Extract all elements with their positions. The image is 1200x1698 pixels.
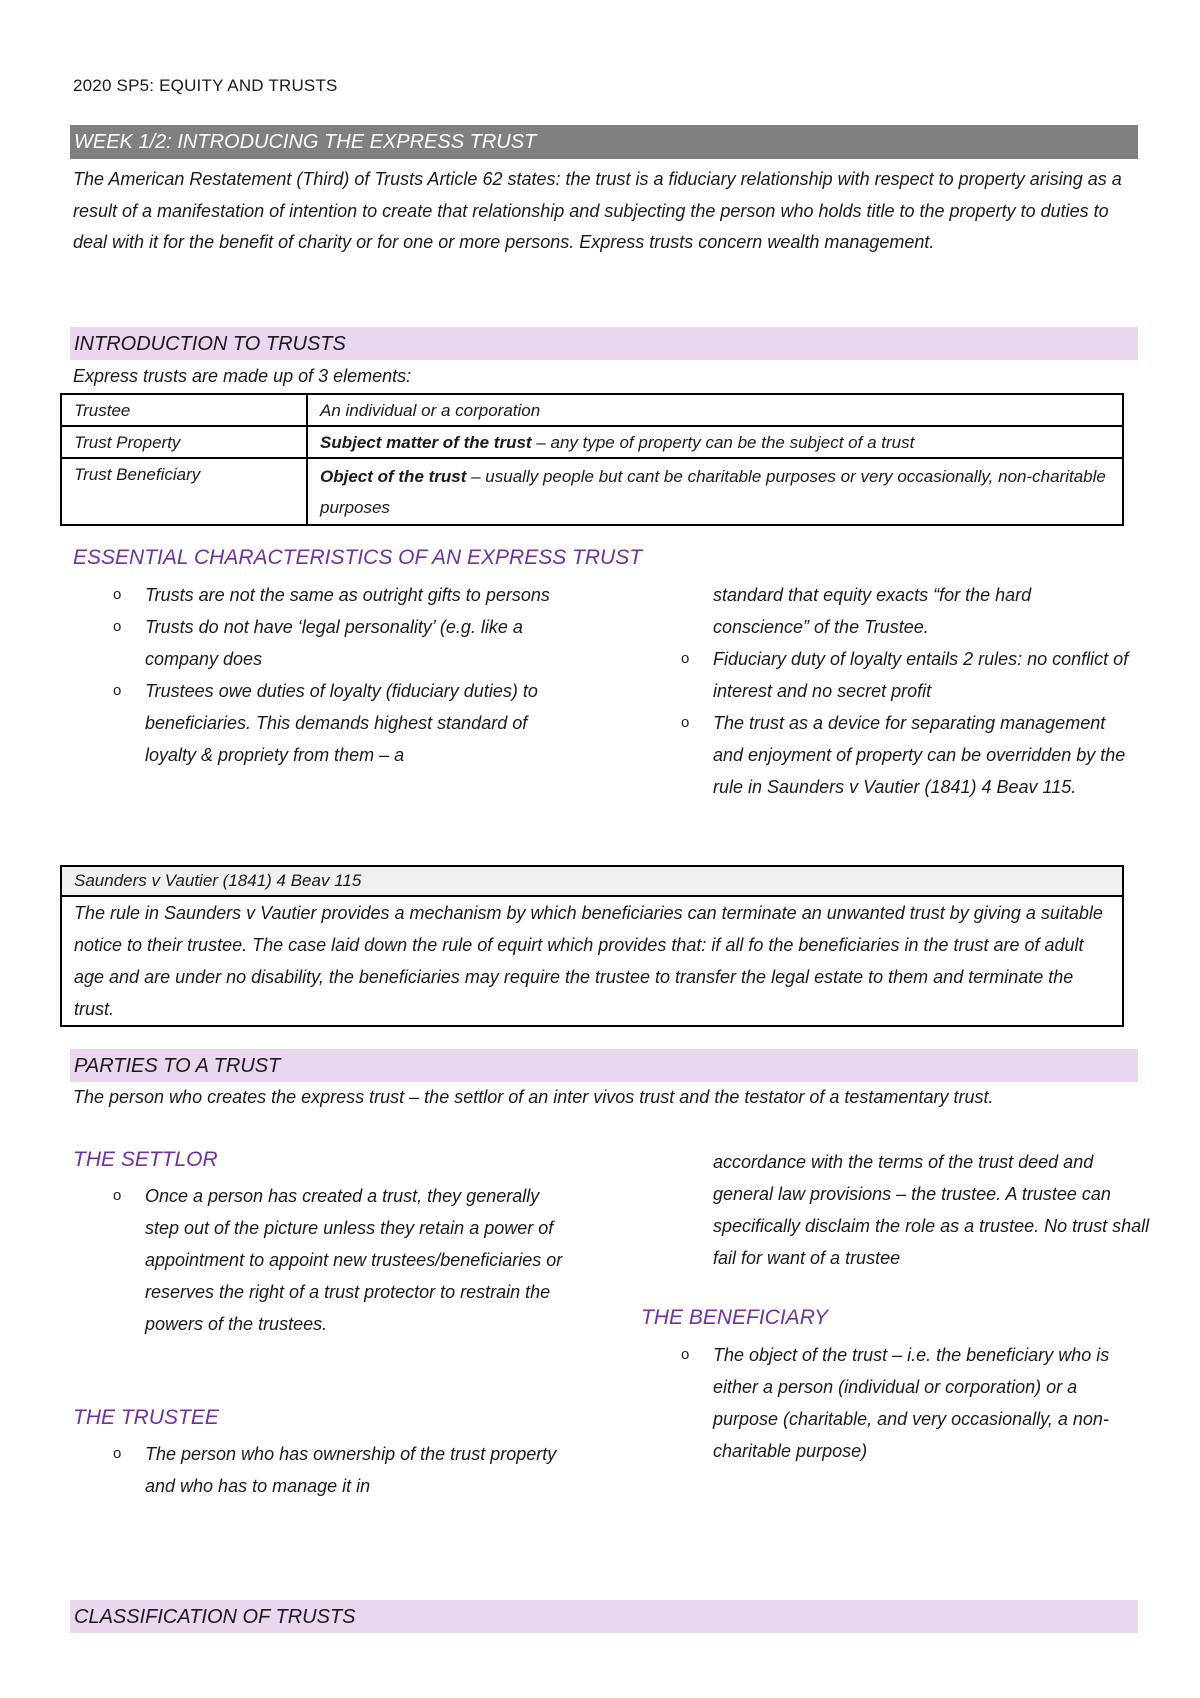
heading-settlor: THE SETTLOR: [73, 1148, 218, 1171]
essential-continuation: standard that equity exacts “for the hard conscience” of the Trustee.: [713, 585, 1032, 637]
document-header: 2020 SP5: EQUITY AND TRUSTS: [73, 76, 338, 95]
list-item-text: Trusts are not the same as outright gifts to persons: [145, 585, 550, 605]
heading-trustee: THE TRUSTEE: [73, 1406, 219, 1429]
essential-list-left: [73, 579, 578, 771]
table-row: [61, 458, 1123, 525]
list-item: [73, 611, 578, 675]
intro-paragraph: The American Restatement (Third) of Trusts Article 62 states: the trust is a fiduciary relationship with respect to property arising as a result of a manifestation of intention to create that relationship and subjecting the person who holds title to the property to duties to deal with it for the benefit of charity or for one or more persons. Express trusts concern wealth management.: [73, 169, 1122, 252]
case-title: Saunders v Vautier (1841) 4 Beav 115: [62, 867, 1122, 897]
table-cell-description: [307, 394, 1123, 426]
section-heading-introduction: INTRODUCTION TO TRUSTS: [70, 327, 1138, 360]
list-item-text: Fiduciary duty of loyalty entails 2 rules: no conflict of interest and no secret profit: [713, 649, 1129, 701]
table-cell-description: [307, 458, 1123, 525]
list-item: [641, 1339, 1131, 1467]
table-row: [61, 394, 1123, 426]
trustee-continuation: accordance with the terms of the trust deed and general law provisions – the trustee. A trustee can specifically disclaim the role as a trustee. No trust shall fail for want of a trustee: [713, 1152, 1150, 1268]
cell-bold-term: Object of the trust: [320, 467, 467, 486]
list-item-text: The object of the trust – i.e. the beneficiary who is either a person (individual or corporation) or a purpose (charitable, and very occasionally, a non-charitable purpose): [713, 1345, 1110, 1461]
elements-lead: Express trusts are made up of 3 elements:: [73, 366, 412, 386]
bullet-circle-icon: o: [681, 714, 690, 731]
list-item-text: The trust as a device for separating management and enjoyment of property can be overridden by the rule in Saunders v Vautier (1841) 4 Beav 115.: [713, 713, 1126, 797]
bullet-circle-icon: o: [113, 1187, 122, 1204]
table-cell-label: Trustee: [61, 394, 307, 426]
trustee-list: [73, 1438, 578, 1502]
section-heading-classification: CLASSIFICATION OF TRUSTS: [70, 1600, 1138, 1633]
table-row: [61, 426, 1123, 458]
parties-lead: The person who creates the express trust – the settlor of an inter vivos trust and the testator of a testamentary trust.: [73, 1087, 994, 1107]
elements-table: [60, 393, 1124, 526]
list-item: [73, 579, 578, 611]
list-item-text: Once a person has created a trust, they generally step out of the picture unless they retain a power of appointment to appoint new trustees/beneficiaries or reserves the right of a trust protector to restrain the powers of the trustees.: [145, 1186, 563, 1334]
list-item: [73, 1180, 578, 1340]
bullet-circle-icon: o: [113, 1445, 122, 1462]
list-item: [73, 1438, 578, 1502]
settlor-list: [73, 1180, 578, 1340]
cell-text: – any type of property can be the subject of a trust: [531, 433, 915, 452]
list-item-text: Trustees owe duties of loyalty (fiduciary duties) to beneficiaries. This demands highest standard of loyalty & propriety from them – a: [145, 681, 538, 765]
case-body: The rule in Saunders v Vautier provides a mechanism by which beneficiaries can terminate an unwanted trust by giving a suitable notice to their trustee. The case laid down the rule of equirt which provides that: if all fo the beneficiaries in the trust are of adult age and are under no disability, the beneficiaries may require the trustee to transfer the legal estate to them and terminate the trust.: [74, 903, 1103, 1019]
list-item-text: Trusts do not have ‘legal personality’ (e.g. like a company does: [145, 617, 523, 669]
bullet-circle-icon: o: [113, 618, 122, 635]
bullet-circle-icon: o: [681, 1346, 690, 1363]
table-cell-label: Trust Property: [61, 426, 307, 458]
list-item-text: The person who has ownership of the trust property and who has to manage it in: [145, 1444, 557, 1496]
heading-essential-characteristics: ESSENTIAL CHARACTERISTICS OF AN EXPRESS TRUST: [73, 546, 643, 569]
week-title-bar: WEEK 1/2: INTRODUCING THE EXPRESS TRUST: [70, 125, 1138, 159]
cell-text: An individual or a corporation: [320, 401, 541, 420]
bullet-circle-icon: o: [113, 682, 122, 699]
heading-beneficiary: THE BENEFICIARY: [641, 1306, 829, 1329]
table-cell-description: [307, 426, 1123, 458]
case-box: [60, 865, 1124, 1027]
list-item: [641, 707, 1131, 803]
list-item: [641, 643, 1131, 707]
bullet-circle-icon: o: [113, 586, 122, 603]
table-cell-label: Trust Beneficiary: [61, 458, 307, 525]
section-heading-parties: PARTIES TO A TRUST: [70, 1049, 1138, 1082]
list-item: [73, 675, 578, 771]
essential-list-right: [641, 643, 1131, 803]
cell-text: – usually people but cant be charitable purposes or very occasionally, non-charitable purposes: [320, 467, 1106, 517]
cell-bold-term: Subject matter of the trust: [320, 433, 532, 452]
beneficiary-list: [641, 1339, 1131, 1467]
bullet-circle-icon: o: [681, 650, 690, 667]
